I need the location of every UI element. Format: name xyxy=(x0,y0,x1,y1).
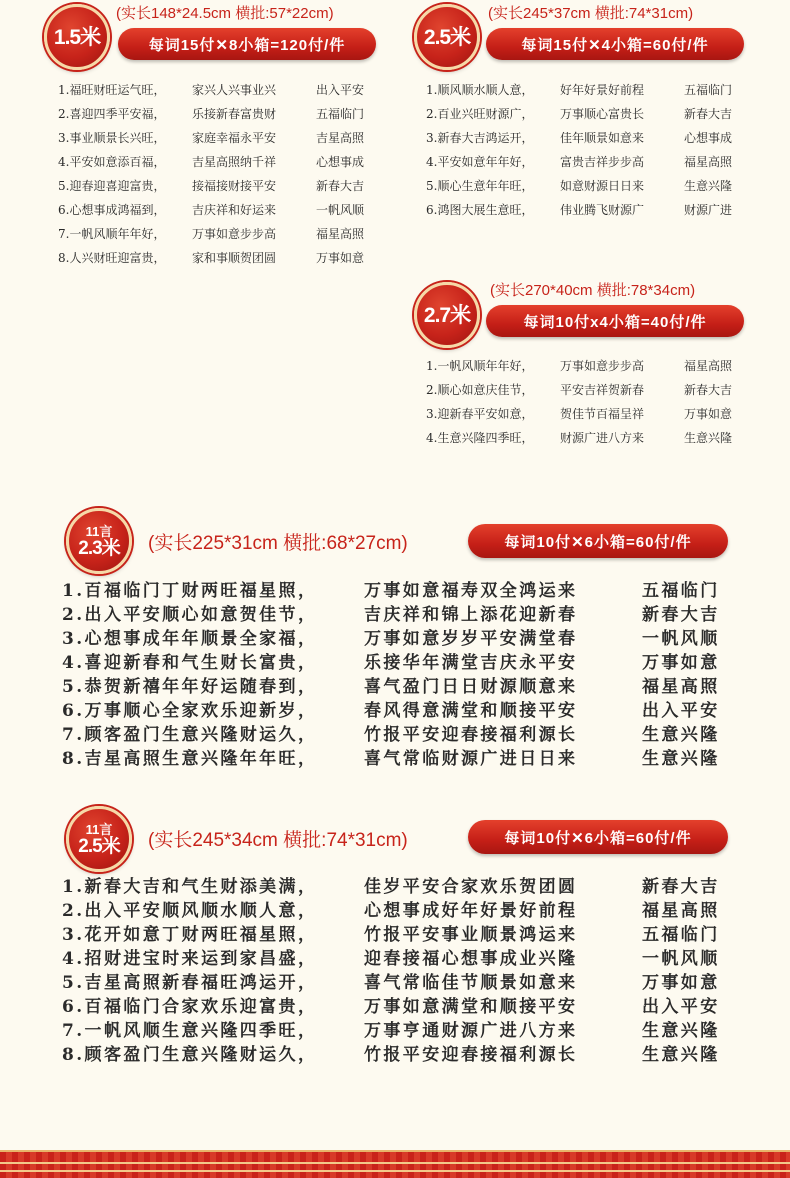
horizontal-scroll: 五福临门 xyxy=(316,107,365,121)
couplet-row xyxy=(62,923,720,947)
horizontal-scroll: 生意兴隆 xyxy=(684,431,733,445)
size-badge xyxy=(66,508,132,574)
upper-line: 6.鸿图大展生意旺， xyxy=(426,203,534,217)
couplet-row xyxy=(426,150,732,174)
horizontal-scroll: 出入平安 xyxy=(642,997,720,1017)
footer-band xyxy=(0,1152,790,1178)
horizontal-scroll: 一帆风顺 xyxy=(316,203,365,217)
couplet-list xyxy=(58,78,364,270)
lower-line: 乐接华年满堂吉庆永平安 xyxy=(364,653,578,673)
lower-line: 佳年顺景如意来 xyxy=(560,131,645,145)
horizontal-scroll: 生意兴隆 xyxy=(642,1021,720,1041)
lower-line: 万事如意步步高 xyxy=(560,359,645,373)
size-badge xyxy=(414,4,480,70)
lower-line: 乐接新春富贵财 xyxy=(192,107,277,121)
horizontal-scroll: 一帆风顺 xyxy=(642,949,720,969)
horizontal-scroll: 新春大吉 xyxy=(684,107,733,121)
upper-line: 4.生意兴隆四季旺， xyxy=(426,431,534,445)
horizontal-scroll: 生意兴隆 xyxy=(642,725,720,745)
horizontal-scroll: 万事如意 xyxy=(642,973,720,993)
footer-stripe xyxy=(0,1162,790,1164)
badge-text: 1.5米 xyxy=(53,25,101,49)
upper-line: 5.顺心生意年年旺， xyxy=(426,179,534,193)
lower-line: 竹报平安迎春接福利源长 xyxy=(364,1045,578,1065)
couplet-row xyxy=(58,174,364,198)
upper-line: 8.吉星高照生意兴隆年年旺， xyxy=(62,749,318,769)
size-badge xyxy=(66,806,132,872)
upper-line: 6.心想事成鸿福到， xyxy=(58,203,166,217)
couplet-row xyxy=(62,875,720,899)
couplet-row xyxy=(58,150,364,174)
horizontal-scroll: 五福临门 xyxy=(684,83,733,97)
upper-line: 4.平安如意添百福， xyxy=(58,155,166,169)
lower-line: 吉庆祥和锦上添花迎新春 xyxy=(364,605,578,625)
couplet-row xyxy=(58,222,364,246)
horizontal-scroll: 五福临门 xyxy=(642,925,720,945)
packing-pill: 每词10付x4小箱=40付/件 xyxy=(486,305,744,337)
lower-line: 接福接财接平安 xyxy=(192,179,277,193)
lower-line: 喜气盈门日日财源顺意来 xyxy=(364,677,578,697)
lower-line: 财源广进八方来 xyxy=(560,431,645,445)
lower-line: 好年好景好前程 xyxy=(560,83,645,97)
badge-top-text: 11言 xyxy=(85,821,113,837)
upper-line: 4.平安如意年年好， xyxy=(426,155,534,169)
couplet-row xyxy=(426,198,732,222)
couplet-row xyxy=(426,402,732,426)
couplet-row xyxy=(62,627,720,651)
upper-line: 3.事业顺景长兴旺， xyxy=(58,131,166,145)
upper-line: 4.招财进宝时来运到家昌盛， xyxy=(62,949,318,969)
lower-line: 万事顺心富贵长 xyxy=(560,107,645,121)
lower-line: 迎春接福心想事成业兴隆 xyxy=(364,949,578,969)
lower-line: 家兴人兴事业兴 xyxy=(192,83,277,97)
couplet-row xyxy=(58,78,364,102)
horizontal-scroll: 生意兴隆 xyxy=(642,749,720,769)
lower-line: 富贵吉祥步步高 xyxy=(560,155,645,169)
couplet-row xyxy=(62,603,720,627)
badge-text: 2.5米 xyxy=(78,835,120,857)
dimensions-text: (实长225*31cm 横批:68*27cm) xyxy=(148,533,408,554)
lower-line: 家和事顺贺团圆 xyxy=(192,251,277,265)
horizontal-scroll: 福星高照 xyxy=(684,155,733,169)
upper-line: 6.百福临门合家欢乐迎富贵， xyxy=(62,997,318,1017)
couplet-row xyxy=(58,198,364,222)
upper-line: 3.花开如意丁财两旺福星照， xyxy=(62,925,318,945)
lower-line: 喜气常临财源广进日日来 xyxy=(364,749,578,769)
upper-line: 2.出入平安顺心如意贺佳节， xyxy=(62,605,318,625)
horizontal-scroll: 万事如意 xyxy=(642,653,720,673)
upper-line: 5.吉星高照新春福旺鸿运开， xyxy=(62,973,318,993)
horizontal-scroll: 福星高照 xyxy=(684,359,733,373)
badge-text: 2.5米 xyxy=(423,25,471,49)
horizontal-scroll: 财源广进 xyxy=(684,203,733,217)
upper-line: 3.新春大吉鸿运开， xyxy=(426,131,534,145)
size-badge xyxy=(414,282,480,348)
upper-line: 4.喜迎新春和气生财长富贵， xyxy=(62,653,318,673)
lower-line: 万事如意岁岁平安满堂春 xyxy=(364,629,578,649)
lower-line: 万事如意福寿双全鸿运来 xyxy=(364,581,578,601)
couplet-row xyxy=(426,126,732,150)
upper-line: 2.顺心如意庆佳节， xyxy=(426,383,534,397)
upper-line: 1.福旺财旺运气旺， xyxy=(58,83,166,97)
upper-line: 6.万事顺心全家欢乐迎新岁， xyxy=(62,701,318,721)
packing-pill: 每词15付✕4小箱=60付/件 xyxy=(486,28,744,60)
couplet-row xyxy=(62,1043,720,1067)
dimensions-text: (实长245*34cm 横批:74*31cm) xyxy=(148,830,408,851)
dimensions-text: (实长148*24.5cm 横批:57*22cm) xyxy=(116,5,334,22)
couplet-row xyxy=(58,246,364,270)
couplet-row xyxy=(426,174,732,198)
upper-line: 3.迎新春平安如意， xyxy=(426,407,534,421)
couplet-list xyxy=(62,875,720,1067)
couplet-row xyxy=(426,78,732,102)
badge-top-text: 11言 xyxy=(85,523,113,539)
lower-line: 吉庆祥和好运来 xyxy=(192,203,277,217)
couplet-row xyxy=(62,651,720,675)
horizontal-scroll: 新春大吉 xyxy=(316,179,365,193)
couplet-row xyxy=(62,579,720,603)
couplet-list xyxy=(426,354,732,450)
couplet-row xyxy=(62,1019,720,1043)
couplet-row xyxy=(62,675,720,699)
upper-line: 7.一帆风顺生意兴隆四季旺， xyxy=(62,1021,318,1041)
upper-line: 2.百业兴旺财源广， xyxy=(426,107,534,121)
horizontal-scroll: 心想事成 xyxy=(684,131,733,145)
lower-line: 竹报平安事业顺景鸿运来 xyxy=(364,925,578,945)
upper-line: 1.百福临门丁财两旺福星照， xyxy=(62,581,318,601)
lower-line: 佳岁平安合家欢乐贺团圆 xyxy=(364,877,578,897)
couplet-row xyxy=(58,126,364,150)
couplet-row xyxy=(426,354,732,378)
horizontal-scroll: 生意兴隆 xyxy=(684,179,733,193)
upper-line: 1.顺风顺水顺人意， xyxy=(426,83,534,97)
couplet-row xyxy=(62,947,720,971)
badge-text: 2.7米 xyxy=(423,303,471,327)
couplet-row xyxy=(426,426,732,450)
horizontal-scroll: 出入平安 xyxy=(316,83,365,97)
upper-line: 8.顾客盈门生意兴隆财运久， xyxy=(62,1045,318,1065)
size-badge xyxy=(44,4,110,70)
footer-stripe xyxy=(0,1170,790,1172)
horizontal-scroll: 一帆风顺 xyxy=(642,629,720,649)
couplet-row xyxy=(62,699,720,723)
horizontal-scroll: 新春大吉 xyxy=(642,877,720,897)
couplet-list xyxy=(426,78,732,222)
lower-line: 心想事成好年好景好前程 xyxy=(364,901,578,921)
horizontal-scroll: 万事如意 xyxy=(316,251,365,265)
lower-line: 竹报平安迎春接福利源长 xyxy=(364,725,578,745)
lower-line: 春风得意满堂和顺接平安 xyxy=(364,701,578,721)
horizontal-scroll: 福星高照 xyxy=(642,677,720,697)
lower-line: 万事如意步步高 xyxy=(192,227,277,241)
upper-line: 2.喜迎四季平安福， xyxy=(58,107,166,121)
lower-line: 平安吉祥贺新春 xyxy=(560,383,645,397)
horizontal-scroll: 五福临门 xyxy=(642,581,720,601)
lower-line: 伟业腾飞财源广 xyxy=(560,203,645,217)
dimensions-text: (实长270*40cm 横批:78*34cm) xyxy=(490,282,696,299)
couplet-list xyxy=(62,579,720,771)
horizontal-scroll: 福星高照 xyxy=(642,901,720,921)
lower-line: 喜气常临佳节顺景如意来 xyxy=(364,973,578,993)
packing-pill: 每词10付✕6小箱=60付/件 xyxy=(468,820,728,854)
upper-line: 7.顾客盈门生意兴隆财运久， xyxy=(62,725,318,745)
horizontal-scroll: 福星高照 xyxy=(316,227,365,241)
upper-line: 1.新春大吉和气生财添美满， xyxy=(62,877,318,897)
couplet-row xyxy=(426,378,732,402)
couplet-row xyxy=(426,102,732,126)
couplet-row xyxy=(62,723,720,747)
couplet-row xyxy=(62,899,720,923)
upper-line: 5.恭贺新禧年年好运随春到， xyxy=(62,677,318,697)
upper-line: 2.出入平安顺风顺水顺人意， xyxy=(62,901,318,921)
upper-line: 8.人兴财旺迎富贵， xyxy=(58,251,166,265)
couplet-row xyxy=(62,971,720,995)
lower-line: 家庭幸福永平安 xyxy=(192,131,277,145)
horizontal-scroll: 新春大吉 xyxy=(684,383,733,397)
horizontal-scroll: 心想事成 xyxy=(316,155,365,169)
lower-line: 贺佳节百福呈祥 xyxy=(560,407,645,421)
horizontal-scroll: 吉星高照 xyxy=(316,131,365,145)
badge-text: 2.3米 xyxy=(78,537,120,559)
horizontal-scroll: 生意兴隆 xyxy=(642,1045,720,1065)
horizontal-scroll: 万事如意 xyxy=(684,407,733,421)
upper-line: 3.心想事成年年顺景全家福， xyxy=(62,629,318,649)
dimensions-text: (实长245*37cm 横批:74*31cm) xyxy=(488,5,694,22)
lower-line: 万事亨通财源广进八方来 xyxy=(364,1021,578,1041)
upper-line: 7.一帆风顺年年好， xyxy=(58,227,166,241)
lower-line: 吉星高照纳千祥 xyxy=(192,155,277,169)
upper-line: 1.一帆风顺年年好， xyxy=(426,359,534,373)
couplet-row xyxy=(58,102,364,126)
packing-pill: 每词15付✕8小箱=120付/件 xyxy=(118,28,376,60)
couplet-row xyxy=(62,747,720,771)
lower-line: 万事如意满堂和顺接平安 xyxy=(364,997,578,1017)
upper-line: 5.迎春迎喜迎富贵， xyxy=(58,179,166,193)
horizontal-scroll: 出入平安 xyxy=(642,701,720,721)
lower-line: 如意财源日日来 xyxy=(560,179,645,193)
couplet-row xyxy=(62,995,720,1019)
horizontal-scroll: 新春大吉 xyxy=(642,605,720,625)
packing-pill: 每词10付✕6小箱=60付/件 xyxy=(468,524,728,558)
